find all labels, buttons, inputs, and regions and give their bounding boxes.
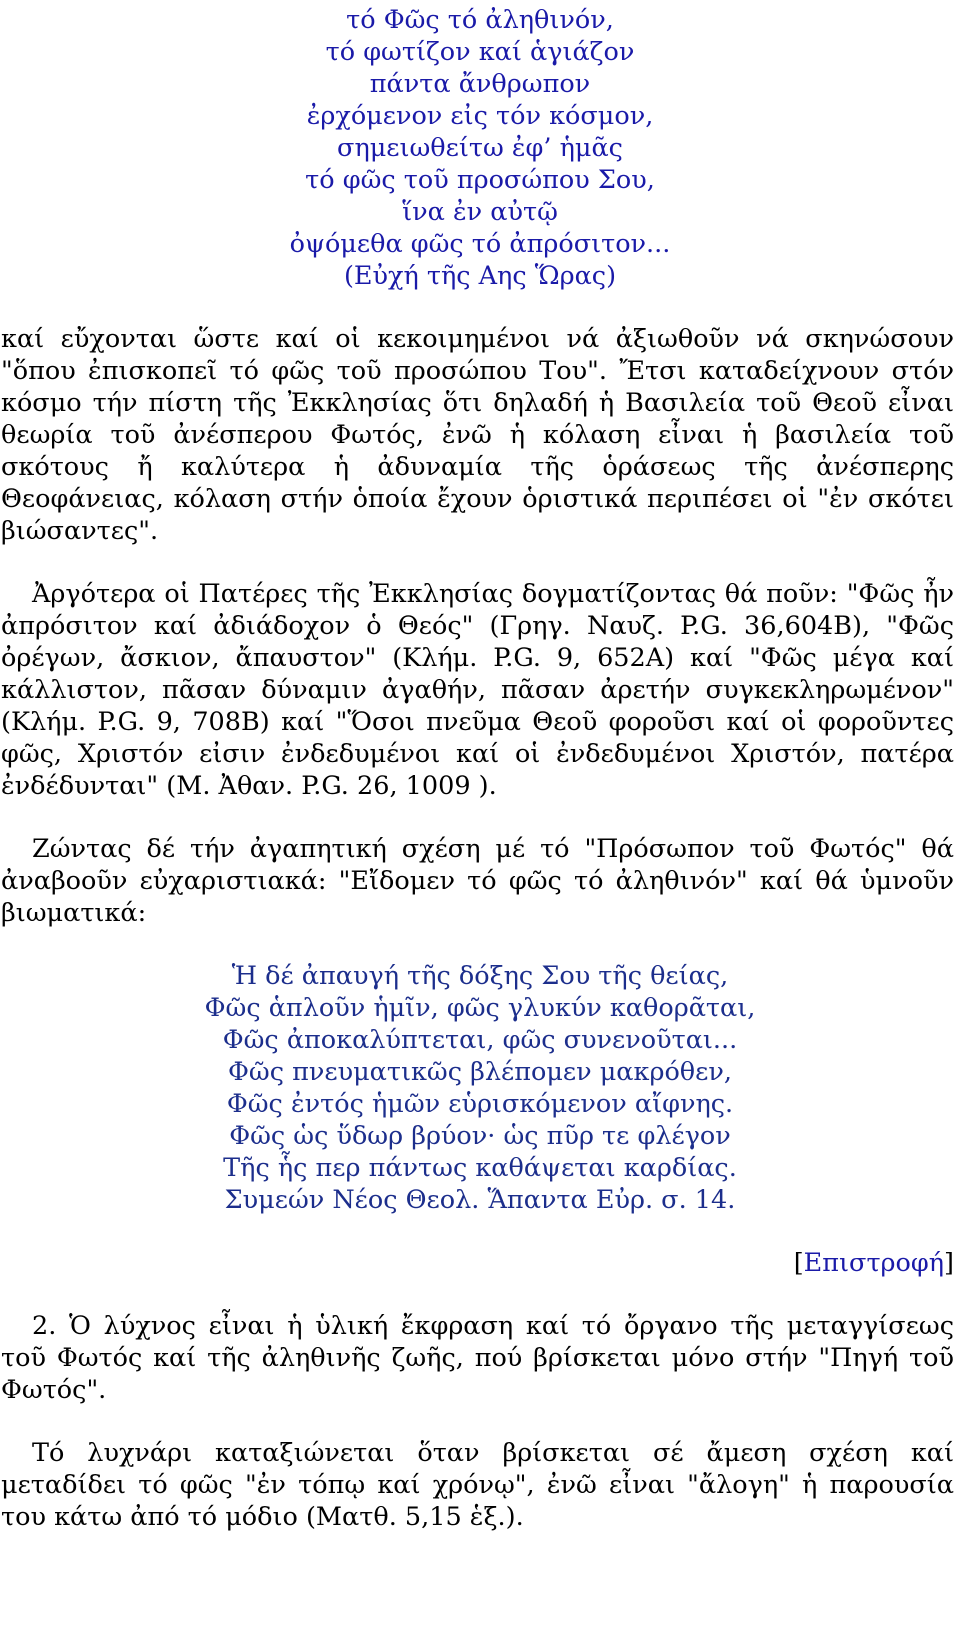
verse-line: Ἡ δέ ἀπαυγή τῆς δόξης Σου τῆς θείας, bbox=[231, 961, 729, 991]
verse-line: τό φωτίζον καί ἁγιάζον bbox=[325, 37, 635, 67]
verse-source: (Εὐχή τῆς Αης Ὥρας) bbox=[343, 261, 617, 291]
verse-line: τό Φῶς τό ἀληθινόν, bbox=[346, 5, 614, 35]
open-bracket: [ bbox=[793, 1248, 804, 1278]
paragraph-eucharistic-hymn: Ζώντας δέ τήν ἀγαπητική σχέση μέ τό "Πρόσωπον τοῦ Φωτός" θά ἀναβοοῦν εὐχαριστιακά: "Εἴδομεν τό φῶς τό ἀληθινόν" καί θά ὑμνοῦν βιωματικά: bbox=[1, 834, 954, 928]
verse-line: Φῶς ἁπλοῦν ἡμῖν, φῶς γλυκύν καθορᾶται, bbox=[204, 993, 756, 1023]
verse-line: Φῶς ὡς ὕδωρ βρύον· ὡς πῦρ τε φλέγον bbox=[229, 1121, 731, 1151]
verse-line: Φῶς ἐντός ἡμῶν εὑρισκόμενον αἴφνης. bbox=[226, 1089, 734, 1119]
verse-line: Φῶς ἀποκαλύπτεται, φῶς συνενοῦται... bbox=[222, 1025, 738, 1055]
back-link-row bbox=[0, 1247, 960, 1279]
verse-line: ἵνα ἐν αὐτῷ bbox=[402, 197, 558, 227]
opening-verse bbox=[0, 0, 960, 292]
verse-line: πάντα ἄνθρωπον bbox=[369, 69, 591, 99]
verse-source: Συμεών Νέος Θεολ. Ἅπαντα Εὐρ. σ. 14. bbox=[224, 1185, 736, 1215]
paragraph-lamp-purpose: Τό λυχνάρι καταξιώνεται ὅταν βρίσκεται σέ ἄμεση σχέση καί μεταδίδει τό φῶς "ἐν τόπῳ καί χρόνῳ", ἐνῶ εἶναι "ἄλογη" ἡ παρουσία του κάτω ἀπό τό μόδιο (Ματθ. 5,15 ἑξ.). bbox=[1, 1438, 954, 1532]
paragraph-fathers-dogma: Ἀργότερα οἱ Πατέρες τῆς Ἐκκλησίας δογματίζοντας θά ποῦν: "Φῶς ἦν ἀπρόσιτον καί ἀδιάδοχον ὁ Θεός" (Γρηγ. Ναυζ. P.G. 36,604B), "Φῶς ὀρέγων, ἄσκιον, ἄπαυστον" (Κλήμ. P.G. 9, 652A) καί "Φῶς μέγα καί κάλλιστον, πᾶσαν δύναμιν ἀγαθήν, πᾶσαν ἀρετήν συγκεκληρωμένον" (Κλήμ. P.G. 9, 708B) καί "Ὅσοι πνεῦμα Θεοῦ φοροῦσι καί οἱ φοροῦντες φῶς, Χριστόν εἰσιν ἐνδεδυμένοι καί οἱ ἐνδεδυμένοι Χριστόν, πατέρα ἐνδέδυνται" (Μ. Ἀθαν. P.G. 26, 1009 ). bbox=[1, 579, 954, 801]
close-bracket: ] bbox=[944, 1248, 954, 1278]
back-link[interactable]: Επιστροφή bbox=[803, 1248, 945, 1278]
verse-line: Φῶς πνευματικῶς βλέπομεν μακρόθεν, bbox=[228, 1057, 732, 1087]
verse-line: Τῆς ἧς περ πάντως καθάψεται καρδίας. bbox=[223, 1153, 737, 1183]
paragraph-prayer-meaning: καί εὔχονται ὥστε καί οἱ κεκοιμημένοι νά ἀξιωθοῦν νά σκηνώσουν "ὅπου ἐπισκοπεῖ τό φῶς τοῦ προσώπου Του". Ἔτσι καταδείχνουν στόν κόσμο τήν πίστη τῆς Ἐκκλησίας ὅτι δηλαδή ἡ Βασιλεία τοῦ Θεοῦ εἶναι θεωρία τοῦ ἀνέσπερου Φωτός, ἐνῶ ἡ κόλαση εἶναι ἡ βασιλεία τοῦ σκότους ἤ καλύτερα ἡ ἀδυναμία τῆς ὁράσεως τῆς ἀνέσπερης Θεοφάνειας, κόλαση στήν ὁποία ἔχουν ὁριστικά περιπέσει οἱ "ἐν σκότει βιώσαντες". bbox=[1, 324, 954, 546]
hymn-verse bbox=[0, 960, 960, 1216]
verse-line: ἐρχόμενον εἰς τόν κόσμον, bbox=[306, 101, 654, 131]
verse-line: σημειωθείτω ἐφ’ ἡμᾶς bbox=[337, 133, 623, 163]
verse-line: τό φῶς τοῦ προσώπου Σου, bbox=[305, 165, 655, 195]
verse-line: ὀψόμεθα φῶς τό ἀπρόσιτον... bbox=[289, 229, 671, 259]
paragraph-lamp-definition: 2. Ὁ λύχνος εἶναι ἡ ὑλική ἔκφραση καί τό ὄργανο τῆς μεταγγίσεως τοῦ Φωτός καί τῆς ἀληθινῆς ζωῆς, πού βρίσκεται μόνο στήν "Πηγή τοῦ Φωτός". bbox=[1, 1311, 954, 1405]
